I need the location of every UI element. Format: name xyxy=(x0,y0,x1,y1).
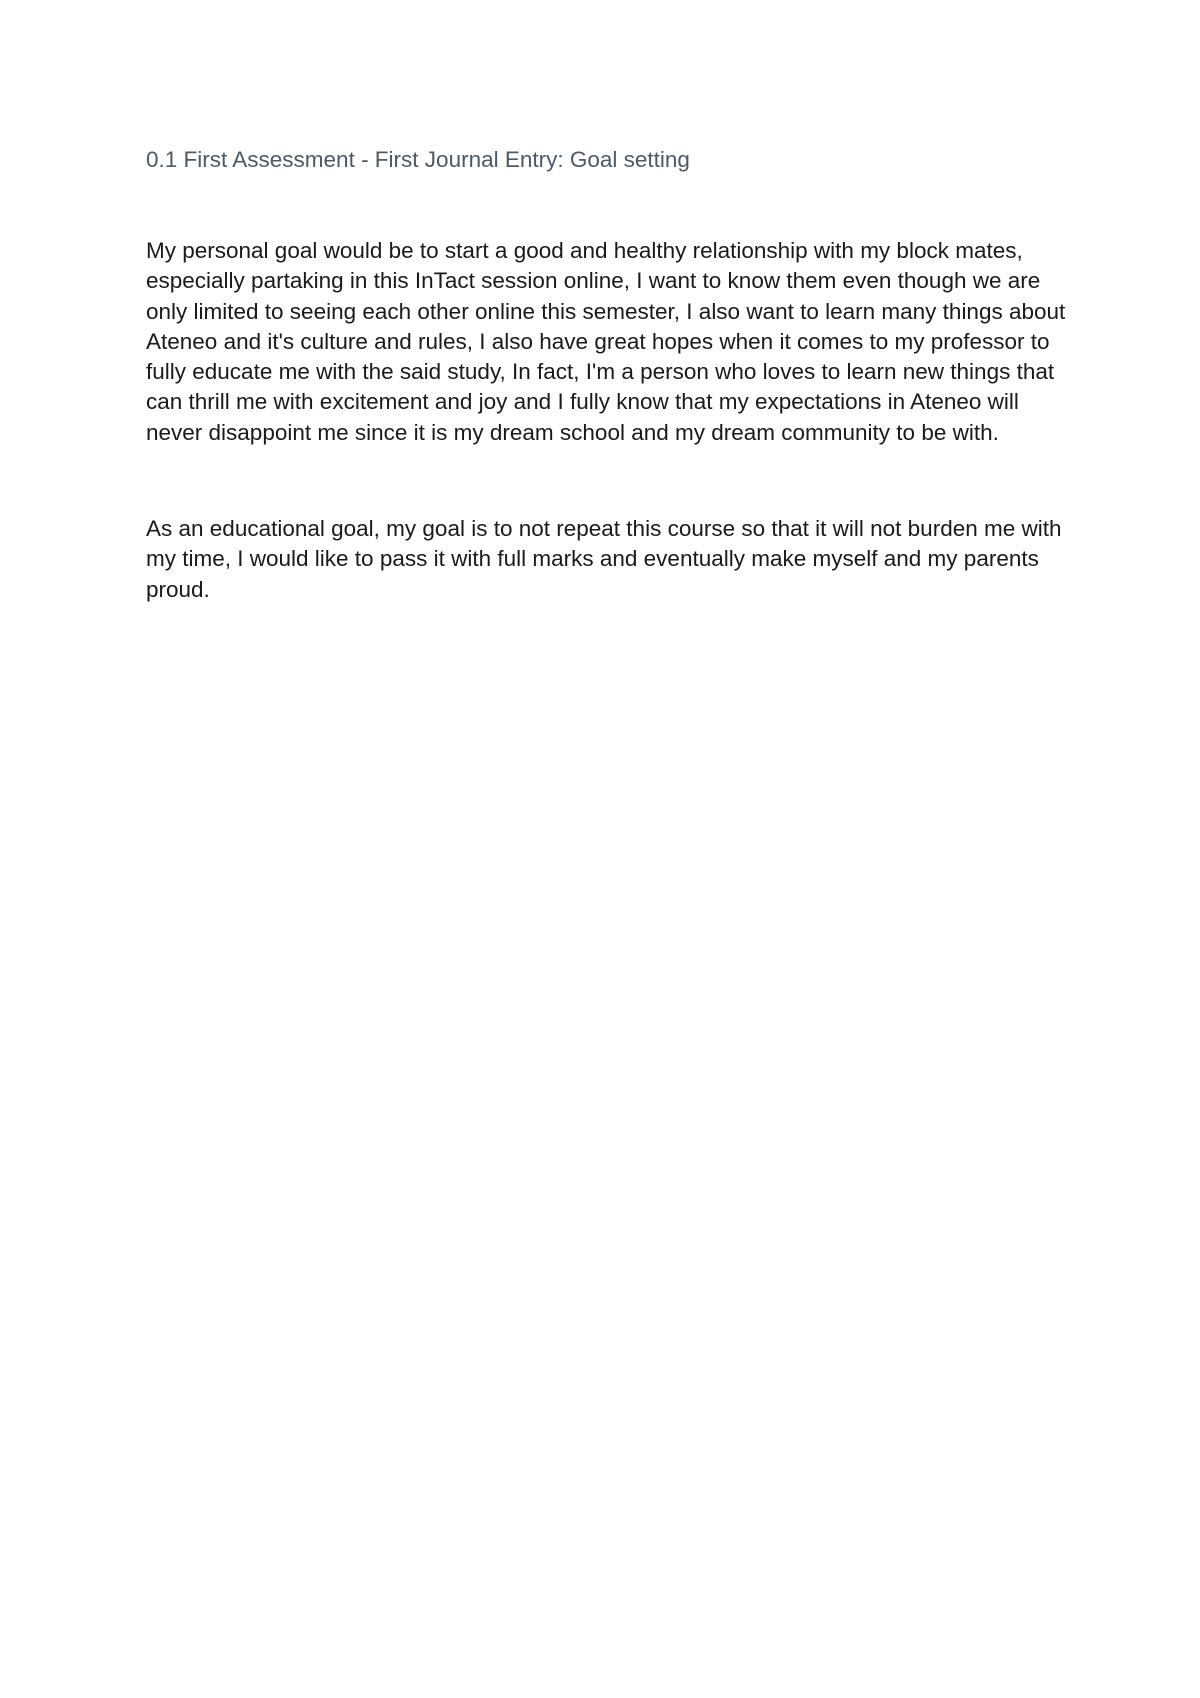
paragraph-educational-goal: As an educational goal, my goal is to not repeat this course so that it will not burden me with my time, I would like to pass it with full marks and eventually make myself and my parents proud. xyxy=(146,516,1062,602)
document-body xyxy=(146,144,1076,605)
document-title: 0.1 First Assessment - First Journal Entry: Goal setting xyxy=(146,147,690,172)
paragraph-personal-goal: My personal goal would be to start a good and healthy relationship with my block mates, especially partaking in this InTact session online, I want to know them even though we are only limited to seeing each other online this semester, I also want to learn many things about Ateneo and it's culture and rules, I also have great hopes when it comes to my professor to fully educate me with the said study, In fact, I'm a person who loves to learn new things that can thrill me with excitement and joy and I fully know that my expectations in Ateneo will never disappoint me since it is my dream school and my dream community to be with. xyxy=(146,238,1066,445)
